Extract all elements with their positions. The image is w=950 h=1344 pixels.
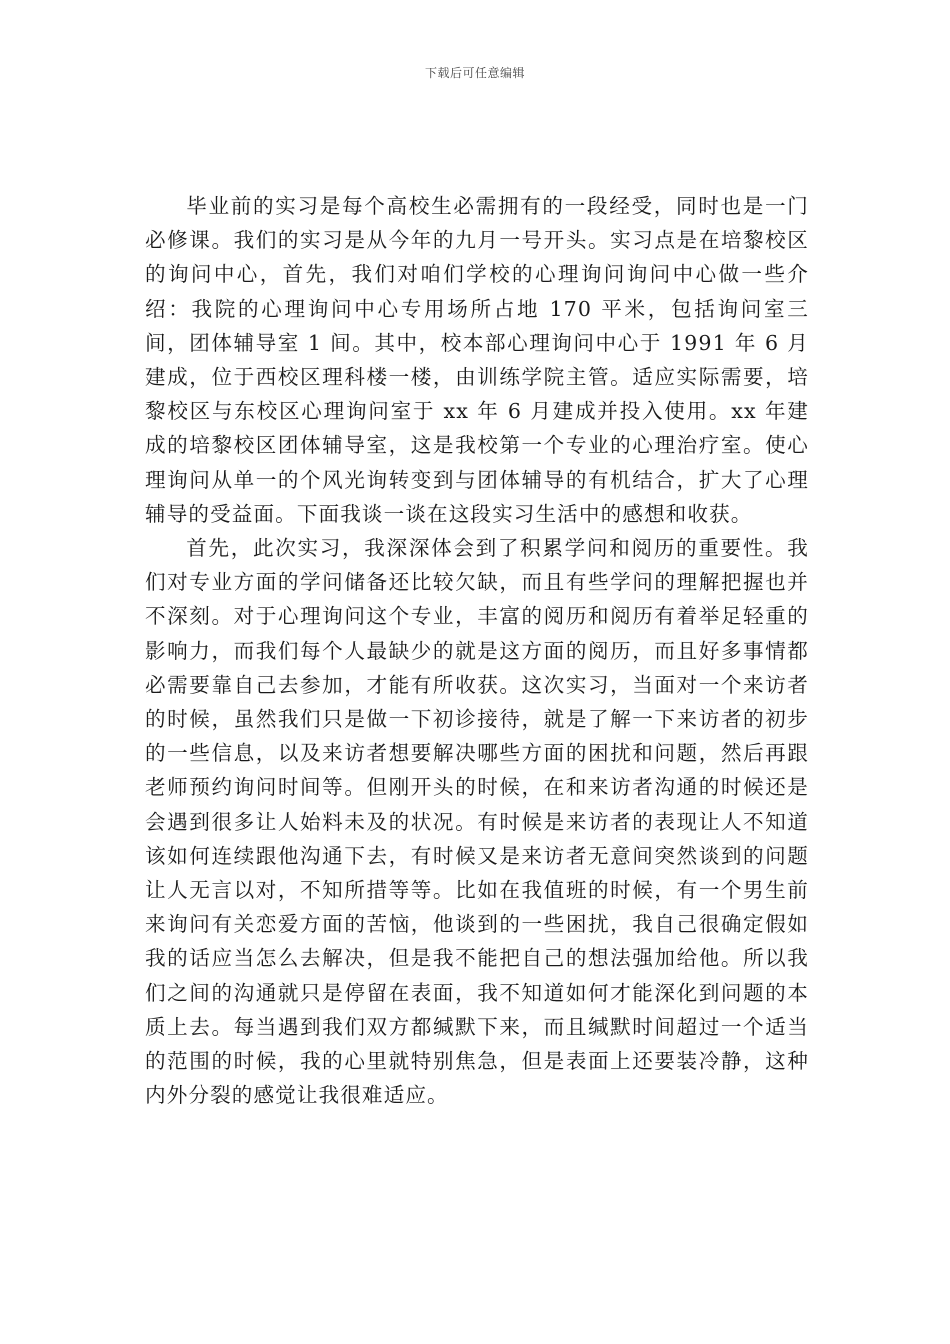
paragraph-1: 毕业前的实习是每个高校生必需拥有的一段经受，同时也是一门必修课。我们的实习是从今年的九月一号开头。实习点是在培黎校区的询问中心，首先，我们对咱们学校的心理询问询问中心做一些介绍：我院的心理询问中心专用场所占地 170 平米，包括询问室三间，团体辅导室 1 间。其中，校本部心理询问中心于 1991 年 6 月建成，位于西校区理科楼一楼，由训练学院主管。适应实际需要，培黎校区与东校区心理询问室于 xx 年 6 月建成并投入使用。xx 年建成的培黎校区团体辅导室，这是我校第一个专业的心理治疗室。使心理询问从单一的个风光询转变到与团体辅导的有机结合，扩大了心理辅导的受益面。下面我谈一谈在这段实习生活中的感想和收获。 bbox=[145, 194, 809, 526]
document-body bbox=[145, 189, 809, 1112]
page-header: 下载后可任意编辑 bbox=[424, 66, 525, 80]
paragraph-2: 首先，此次实习，我深深体会到了积累学问和阅历的重要性。我们对专业方面的学问储备还比较欠缺，而且有些学问的理解把握也并不深刻。对于心理询问这个专业，丰富的阅历和阅历有着举足轻重的影响力，而我们每个人最缺少的就是这方面的阅历，而且好多事情都必需要靠自己去参加，才能有所收获。这次实习，当面对一个来访者的时候，虽然我们只是做一下初诊接待，就是了解一下来访者的初步的一些信息，以及来访者想要解决哪些方面的困扰和问题，然后再跟老师预约询问时间等。但刚开头的时候，在和来访者沟通的时候还是会遇到很多让人始料未及的状况。有时候是来访者的表现让人不知道该如何连续跟他沟通下去，有时候又是来访者无意间突然谈到的问题让人无言以对，不知所措等等。比如在我值班的时候，有一个男生前来询问有关恋爱方面的苦恼，他谈到的一些困扰，我自己很确定假如我的话应当怎么去解决，但是我不能把自己的想法强加给他。所以我们之间的沟通就只是停留在表面，我不知道如何才能深化到问题的本质上去。每当遇到我们双方都缄默下来，而且缄默时间超过一个适当的范围的时候，我的心里就特别焦急，但是表面上还要装冷静，这种内外分裂的感觉让我很难适应。 bbox=[145, 536, 809, 1108]
